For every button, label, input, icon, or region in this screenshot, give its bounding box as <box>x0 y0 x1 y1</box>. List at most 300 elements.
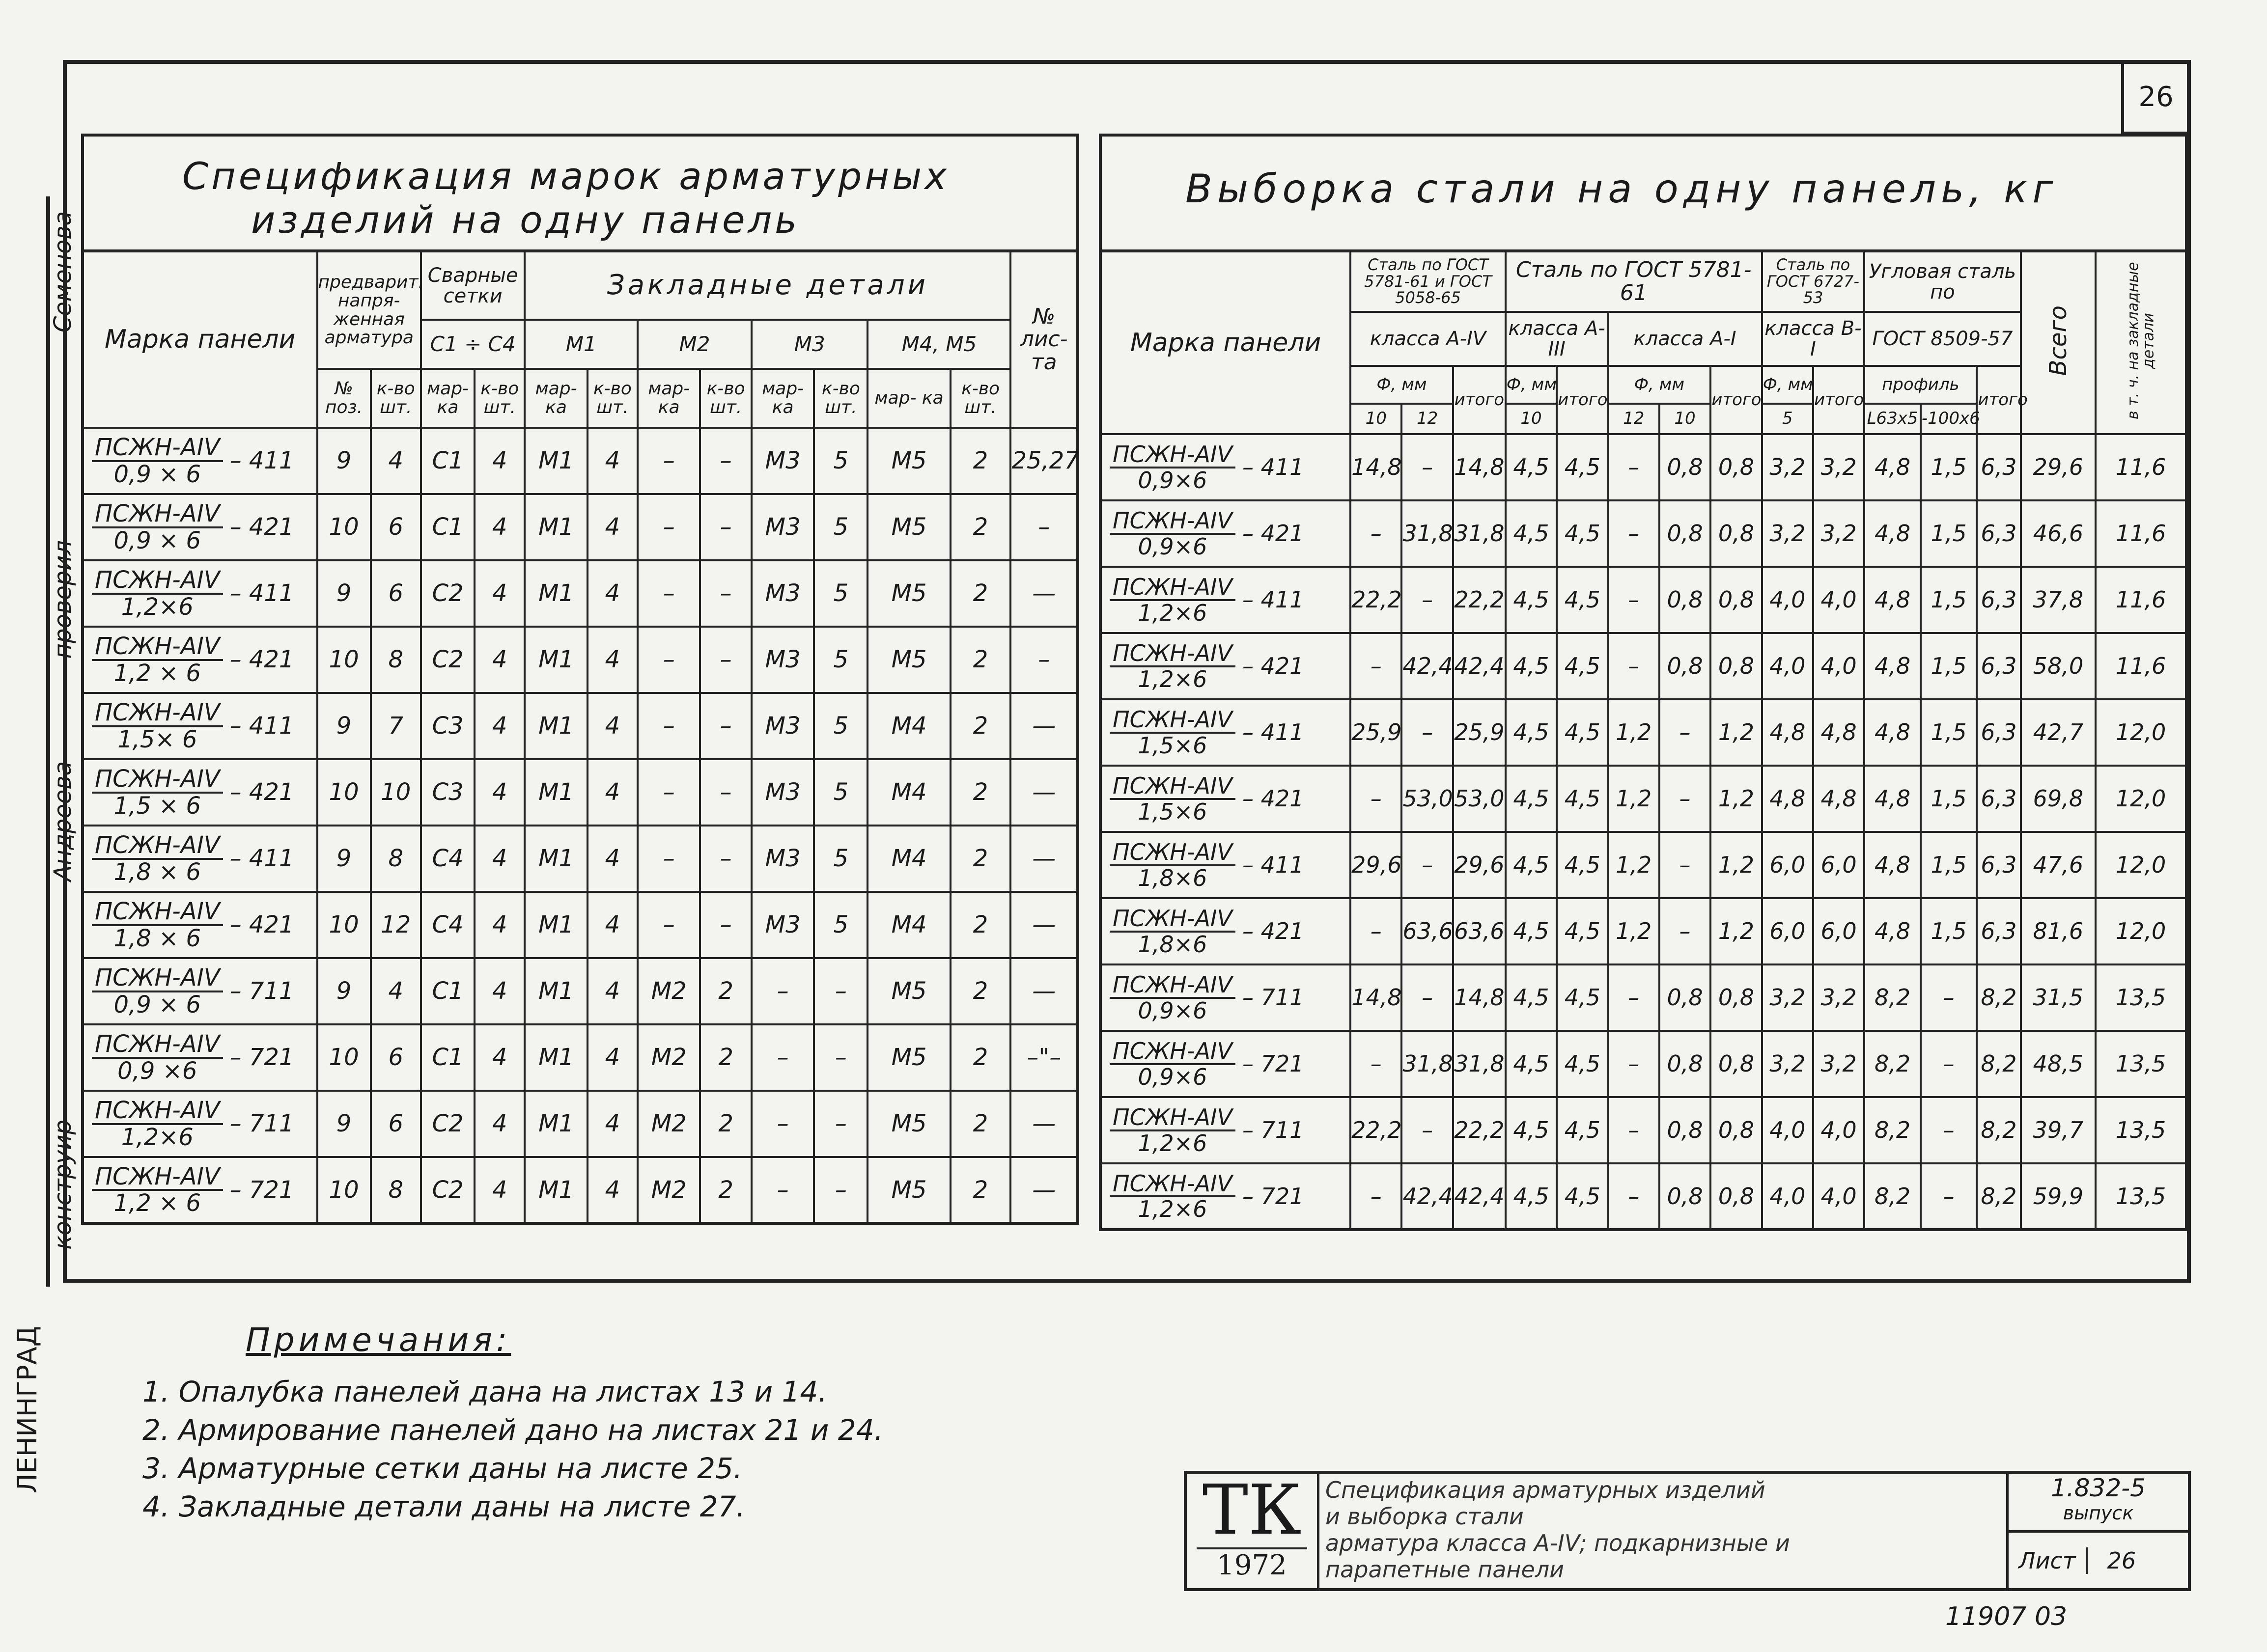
side-name-semenova: Семенова <box>49 211 77 333</box>
spec-cell-pk: 4 <box>371 428 421 494</box>
spec-col-predv: предварит. напря- женная арматура <box>317 251 421 369</box>
vyb-cell-b1t: 4,5 <box>1557 832 1608 898</box>
spec-row-marka-bottom: 0,9 × 6 <box>113 526 201 554</box>
spec-cell-m2: – <box>638 892 700 958</box>
vyb-cell-u2: 1,5 <box>1921 567 1977 633</box>
spec-row-marka-suffix: – 421 <box>229 911 294 939</box>
spec-cell-sk: 4 <box>475 693 525 759</box>
vyb-cell-u2: – <box>1921 1031 1977 1097</box>
spec-cell-pos: 10 <box>317 1157 371 1223</box>
spec-cell-m3: М3 <box>752 494 814 560</box>
vyb-cell-b10: 4,5 <box>1506 1163 1557 1230</box>
vyb-cell-w5: 4,8 <box>1762 766 1813 832</box>
vyb-cell-c12: 1,2 <box>1608 832 1659 898</box>
vyb-cell-c10: 0,8 <box>1659 434 1710 500</box>
spec-sub-kvo: к-во шт. <box>475 369 525 428</box>
spec-cell-m2k: – <box>700 826 752 892</box>
spec-table <box>81 249 1079 1225</box>
spec-cell-m45: М4 <box>868 693 950 759</box>
spec-row-marka-cell <box>83 892 317 958</box>
spec-cell-m45: М5 <box>868 494 950 560</box>
spec-row <box>83 627 1078 693</box>
vyb-cell-c1t: 1,2 <box>1710 699 1762 766</box>
vyb-cell-a12: – <box>1350 633 1401 699</box>
vyb-row-marka-top: ПСЖН-АIV <box>1110 907 1235 932</box>
vyb-cell-c10: 0,8 <box>1659 1163 1710 1230</box>
vyb-cell-b1t: 4,5 <box>1557 1031 1608 1097</box>
notes-list <box>142 1375 883 1528</box>
spec-cell-m3: – <box>752 1024 814 1091</box>
sheet-number-box <box>2121 62 2188 135</box>
spec-setki-range: С1 ÷ С4 <box>421 320 525 369</box>
vyb-row <box>1100 1163 2186 1230</box>
vyb-cell-u1: 4,8 <box>1864 434 1921 500</box>
spec-row <box>83 693 1078 759</box>
spec-row-marka-cell <box>83 560 317 627</box>
side-role-proveril: проверил <box>49 540 77 659</box>
vyb-itogo-3: итого <box>1710 366 1762 434</box>
vyb-cell-c1t: 1,2 <box>1710 832 1762 898</box>
spec-row-marka-top: ПСЖН-АIV <box>92 833 223 859</box>
vyb-cell-w5: 3,2 <box>1762 500 1813 567</box>
vyb-cell-w5: 6,0 <box>1762 832 1813 898</box>
spec-row-marka-bottom: 0,9 ×6 <box>117 1057 197 1085</box>
vyb-cell-a12: – <box>1350 898 1401 964</box>
spec-cell-sk: 4 <box>475 1091 525 1157</box>
title-stamp <box>1184 1471 2191 1591</box>
spec-cell-m1: М1 <box>525 1024 587 1091</box>
vyb-row-marka <box>1110 973 1349 1022</box>
spec-cell-m1k: 4 <box>588 560 638 627</box>
spec-cell-m3k: – <box>814 1157 868 1223</box>
vyb-cell-all: 37,8 <box>2021 567 2096 633</box>
spec-cell-s: С3 <box>421 693 475 759</box>
spec-cell-m45k: 2 <box>951 958 1011 1024</box>
vyb-itogo-4: итого <box>1813 366 1864 434</box>
vyb-cell-a10: – <box>1401 964 1453 1031</box>
spec-cell-m2k: – <box>700 560 752 627</box>
vyb-row-marka-top: ПСЖН-АIV <box>1110 641 1235 667</box>
spec-cell-m1k: 4 <box>588 428 638 494</box>
vyb-row-marka-suffix: – 411 <box>1242 586 1304 613</box>
spec-cell-m2k: – <box>700 892 752 958</box>
spec-title <box>81 134 1079 249</box>
spec-cell-m3k: 5 <box>814 627 868 693</box>
spec-row <box>83 560 1078 627</box>
vyb-row-fraction <box>1110 774 1235 824</box>
vyb-cell-a1t: 14,8 <box>1453 434 1506 500</box>
spec-row-marka-top: ПСЖН-АIV <box>92 1164 223 1191</box>
spec-cell-m1k: 4 <box>588 1157 638 1223</box>
spec-cell-m2k: 2 <box>700 1024 752 1091</box>
vyb-row-fraction <box>1110 840 1235 890</box>
vyb-cell-a10: 63,6 <box>1401 898 1453 964</box>
spec-cell-m1: М1 <box>525 1157 587 1223</box>
spec-cell-s: С2 <box>421 560 475 627</box>
vyb-cell-c12: – <box>1608 964 1659 1031</box>
spec-cell-m2: – <box>638 560 700 627</box>
vyb-row <box>1100 766 2186 832</box>
spec-cell-m3k: – <box>814 958 868 1024</box>
vyb-cell-u1: 4,8 <box>1864 766 1921 832</box>
spec-row-marka-suffix: – 411 <box>229 447 294 475</box>
spec-row-marka-bottom: 0,9 × 6 <box>113 991 201 1019</box>
spec-cell-m3: М3 <box>752 892 814 958</box>
stamp-list-cell <box>2006 1533 2188 1588</box>
spec-cell-m45k: 2 <box>951 1091 1011 1157</box>
vyb-cell-b1t: 4,5 <box>1557 766 1608 832</box>
vyb-row-marka <box>1110 1105 1349 1155</box>
vyb-row <box>1100 964 2186 1031</box>
spec-cell-sk: 4 <box>475 1157 525 1223</box>
vyb-cell-c10: 0,8 <box>1659 633 1710 699</box>
vyb-row-marka-suffix: – 711 <box>1242 1117 1304 1144</box>
vyb-cell-b10: 4,5 <box>1506 766 1557 832</box>
vyb-grp3: Сталь по ГОСТ 6727-53 <box>1762 251 1865 312</box>
spec-sub-kvo: к-во шт. <box>371 369 421 428</box>
spec-cell-pos: 10 <box>317 759 371 826</box>
vyb-cell-wt: 4,8 <box>1813 699 1864 766</box>
spec-row <box>83 759 1078 826</box>
spec-cell-m45k: 2 <box>951 494 1011 560</box>
vyb-phi-3: Ф, мм <box>1608 366 1711 404</box>
vyb-row-marka-top: ПСЖН-АIV <box>1110 1172 1235 1197</box>
vyb-cell-w5: 4,0 <box>1762 1097 1813 1163</box>
spec-row-marka-cell <box>83 428 317 494</box>
spec-cell-m45: М5 <box>868 958 950 1024</box>
vyb-cell-vt: 13,5 <box>2096 964 2186 1031</box>
stamp-desc <box>1325 1477 1998 1583</box>
stamp-year: 1972 <box>1197 1547 1307 1581</box>
vyb-row-marka-suffix: – 421 <box>1242 918 1304 945</box>
vyb-cell-c12: – <box>1608 500 1659 567</box>
vyb-row-marka-top: ПСЖН-АIV <box>1110 840 1235 866</box>
vyb-row-fraction <box>1110 973 1235 1022</box>
vyb-cell-a1t: 22,2 <box>1453 1097 1506 1163</box>
spec-row-marka-suffix: – 711 <box>229 977 294 1005</box>
sheet-number: 26 <box>2138 81 2174 113</box>
spec-cell-s: С1 <box>421 428 475 494</box>
stamp-desc-line4: парапетные панели <box>1325 1556 1565 1583</box>
vyb-phi-1: Ф, мм <box>1350 366 1453 404</box>
spec-col-marka: Марка панели <box>83 251 317 428</box>
vyb-cell-vt: 13,5 <box>2096 1031 2186 1097</box>
vyb-title <box>1099 134 2188 249</box>
vyb-row <box>1100 898 2186 964</box>
spec-cell-pos: 9 <box>317 428 371 494</box>
vyb-cell-a12: 25,9 <box>1350 699 1401 766</box>
vyb-row-marka <box>1110 708 1349 757</box>
vyb-cell-ut: 6,3 <box>1977 500 2020 567</box>
vyb-cell-u2: – <box>1921 964 1977 1031</box>
vyb-cell-b1t: 4,5 <box>1557 1097 1608 1163</box>
spec-sub-marka: мар- ка <box>752 369 814 428</box>
spec-cell-pos: 9 <box>317 693 371 759</box>
vyb-row-marka-cell <box>1100 633 1350 699</box>
vyb-cell-a1t: 31,8 <box>1453 500 1506 567</box>
spec-row-marka-bottom: 1,2×6 <box>121 593 194 621</box>
vyb-grp4: Угловая сталь по <box>1864 251 2020 312</box>
spec-cell-m1: М1 <box>525 494 587 560</box>
vyb-cell-u2: 1,5 <box>1921 500 1977 567</box>
spec-row-marka-top: ПСЖН-АIV <box>92 568 223 594</box>
vyb-cell-ut: 6,3 <box>1977 898 2020 964</box>
vyb-cell-u2: 1,5 <box>1921 434 1977 500</box>
vyb-col-marka: Марка панели <box>1100 251 1350 434</box>
vyb-row-marka-suffix: – 421 <box>1242 653 1304 680</box>
spec-m2: М2 <box>638 320 752 369</box>
note-item: 3. Арматурные сетки даны на листе 25. <box>142 1452 743 1485</box>
spec-cell-pos: 9 <box>317 958 371 1024</box>
spec-cell-m45: М5 <box>868 428 950 494</box>
vyb-cell-b1t: 4,5 <box>1557 434 1608 500</box>
vyb-cell-w5: 6,0 <box>1762 898 1813 964</box>
vyb-vtch-label: в т. ч. на закладные детали <box>2124 262 2157 420</box>
spec-cell-m2k: – <box>700 428 752 494</box>
vyb-cell-vt: 11,6 <box>2096 434 2186 500</box>
vyb-row-marka-top: ПСЖН-АIV <box>1110 509 1235 534</box>
spec-cell-m2: М2 <box>638 1157 700 1223</box>
vyb-cell-wt: 3,2 <box>1813 964 1864 1031</box>
vyb-d10c: 10 <box>1659 404 1710 434</box>
spec-cell-m45: М4 <box>868 826 950 892</box>
spec-cell-s: С2 <box>421 1157 475 1223</box>
spec-row-marka <box>92 435 316 487</box>
spec-block <box>81 134 1079 1225</box>
spec-cell-m1: М1 <box>525 428 587 494</box>
spec-cell-m3: – <box>752 1157 814 1223</box>
spec-cell-list: – <box>1010 627 1078 693</box>
spec-row-marka-bottom: 1,2 × 6 <box>113 659 201 687</box>
vyb-cell-a1t: 53,0 <box>1453 766 1506 832</box>
vyb-cell-w5: 3,2 <box>1762 964 1813 1031</box>
spec-m3: М3 <box>752 320 868 369</box>
vyb-cell-ut: 6,3 <box>1977 434 2020 500</box>
spec-row-marka-top: ПСЖН-АIV <box>92 899 223 926</box>
spec-row-fraction <box>92 899 223 951</box>
side-name-andreeva: Андреева <box>49 761 77 881</box>
vyb-cell-wt: 6,0 <box>1813 832 1864 898</box>
spec-row-marka <box>92 700 316 752</box>
spec-row-marka <box>92 501 316 553</box>
vyb-d5: 5 <box>1762 404 1813 434</box>
vyb-cell-w5: 4,0 <box>1762 567 1813 633</box>
vyb-grp2: Сталь по ГОСТ 5781-61 <box>1506 251 1762 312</box>
vyb-cell-a12: – <box>1350 1163 1401 1230</box>
spec-cell-m1: М1 <box>525 759 587 826</box>
spec-row <box>83 958 1078 1024</box>
spec-cell-pk: 12 <box>371 892 421 958</box>
spec-row-marka <box>92 1032 316 1083</box>
vyb-row-marka-top: ПСЖН-АIV <box>1110 575 1235 601</box>
stamp-logo: ТК <box>1202 1470 1302 1550</box>
vyb-cell-u1: 4,8 <box>1864 567 1921 633</box>
spec-cell-m2k: – <box>700 759 752 826</box>
vyb-cell-c1t: 0,8 <box>1710 1163 1762 1230</box>
spec-cell-pk: 8 <box>371 1157 421 1223</box>
vyb-row-marka-top: ПСЖН-АIV <box>1110 708 1235 733</box>
spec-row-marka-cell <box>83 1024 317 1091</box>
vyb-cell-a10: – <box>1401 832 1453 898</box>
vyb-cell-b1t: 4,5 <box>1557 567 1608 633</box>
vyb-cell-u2: 1,5 <box>1921 699 1977 766</box>
vyb-cell-b10: 4,5 <box>1506 633 1557 699</box>
vyb-row-marka-cell <box>1100 1031 1350 1097</box>
vyb-row-fraction <box>1110 641 1235 691</box>
spec-cell-sk: 4 <box>475 892 525 958</box>
vyb-cell-wt: 3,2 <box>1813 434 1864 500</box>
spec-row-marka-bottom: 0,9 × 6 <box>113 460 201 488</box>
vyb-row-marka <box>1110 1172 1349 1221</box>
vyb-cell-all: 46,6 <box>2021 500 2096 567</box>
spec-title-line2: изделий на одну панель <box>251 198 800 242</box>
spec-row-marka <box>92 1164 316 1216</box>
vyb-row-marka-top: ПСЖН-АIV <box>1110 1039 1235 1065</box>
vyb-cell-u2: – <box>1921 1097 1977 1163</box>
spec-cell-m3k: 5 <box>814 892 868 958</box>
vyb-cell-a1t: 31,8 <box>1453 1031 1506 1097</box>
spec-row-marka-top: ПСЖН-АIV <box>92 634 223 661</box>
spec-row-fraction <box>92 634 223 686</box>
vyb-row-marka <box>1110 442 1349 492</box>
spec-row-marka <box>92 833 316 884</box>
spec-sub-kvo: к-во шт. <box>700 369 752 428</box>
spec-cell-m1k: 4 <box>588 627 638 693</box>
spec-cell-m45k: 2 <box>951 826 1011 892</box>
spec-row-marka <box>92 965 316 1017</box>
spec-row-marka-bottom: 1,2×6 <box>121 1123 194 1151</box>
spec-cell-m1: М1 <box>525 892 587 958</box>
vyb-cell-wt: 3,2 <box>1813 500 1864 567</box>
vyb-row-fraction <box>1110 1172 1235 1221</box>
vyb-grp1: Сталь по ГОСТ 5781-61 и ГОСТ 5058-65 <box>1350 251 1506 312</box>
spec-cell-m3k: 5 <box>814 693 868 759</box>
vyb-cell-a1t: 25,9 <box>1453 699 1506 766</box>
vyb-row-marka-suffix: – 721 <box>1242 1183 1304 1210</box>
spec-row-marka-cell <box>83 627 317 693</box>
vyb-cell-b10: 4,5 <box>1506 699 1557 766</box>
vyb-cell-u1: 8,2 <box>1864 964 1921 1031</box>
vyb-cell-c1t: 0,8 <box>1710 500 1762 567</box>
stamp-issue: выпуск <box>2063 1502 2134 1524</box>
spec-cell-m3k: 5 <box>814 759 868 826</box>
spec-cell-m3: М3 <box>752 826 814 892</box>
spec-cell-pk: 6 <box>371 494 421 560</box>
vyb-cell-all: 69,8 <box>2021 766 2096 832</box>
spec-col-list: № лис- та <box>1010 251 1078 428</box>
vyb-row-marka-bottom: 1,8×6 <box>1138 864 1207 891</box>
spec-cell-m45k: 2 <box>951 560 1011 627</box>
vyb-row-marka-cell <box>1100 500 1350 567</box>
vyb-cell-c12: – <box>1608 1031 1659 1097</box>
spec-cell-pk: 8 <box>371 826 421 892</box>
vyb-row-fraction <box>1110 907 1235 956</box>
vyb-cell-w5: 3,2 <box>1762 1031 1813 1097</box>
vyb-cell-all: 29,6 <box>2021 434 2096 500</box>
spec-cell-pk: 6 <box>371 560 421 627</box>
vyb-itogo-5: итого <box>1977 366 2020 434</box>
spec-cell-list: — <box>1010 693 1078 759</box>
spec-cell-pos: 10 <box>317 494 371 560</box>
vyb-cell-a10: – <box>1401 567 1453 633</box>
vyb-cell-ut: 6,3 <box>1977 766 2020 832</box>
spec-row-marka-top: ПСЖН-АIV <box>92 1098 223 1125</box>
vyb-row <box>1100 434 2186 500</box>
spec-row-fraction <box>92 1098 223 1150</box>
spec-row <box>83 494 1078 560</box>
spec-row-marka-suffix: – 421 <box>229 778 294 806</box>
vyb-row-marka <box>1110 641 1349 691</box>
vyb-row-fraction <box>1110 708 1235 757</box>
vyb-cell-u1: 4,8 <box>1864 832 1921 898</box>
vyb-row-marka-cell <box>1100 898 1350 964</box>
spec-cell-list: — <box>1010 1157 1078 1223</box>
vyb-row-marka-bottom: 1,5×6 <box>1138 732 1207 759</box>
vyb-cell-ut: 8,2 <box>1977 1097 2020 1163</box>
vyb-title-text: Выборка стали на одну панель, кг <box>1185 166 2058 212</box>
stamp-desc-line2: и выборка стали <box>1325 1503 1524 1530</box>
vyb-cell-ut: 8,2 <box>1977 1031 2020 1097</box>
spec-m45: М4, М5 <box>868 320 1010 369</box>
vyb-col-vsego <box>2021 251 2096 434</box>
spec-cell-s: С2 <box>421 1091 475 1157</box>
vyb-row-marka-cell <box>1100 964 1350 1031</box>
spec-cell-m45k: 2 <box>951 1157 1011 1223</box>
spec-cell-list: – <box>1010 494 1078 560</box>
spec-cell-pos: 9 <box>317 826 371 892</box>
spec-sub-kvo: к-во шт. <box>588 369 638 428</box>
stamp-desc-line1: Спецификация арматурных изделий <box>1325 1477 1765 1503</box>
vyb-row-marka-bottom: 1,2×6 <box>1138 1129 1207 1156</box>
spec-cell-m2k: – <box>700 693 752 759</box>
vyb-cell-vt: 11,6 <box>2096 633 2186 699</box>
vyb-cell-b1t: 4,5 <box>1557 699 1608 766</box>
vyb-cell-vt: 12,0 <box>2096 699 2186 766</box>
vyb-cell-a1t: 63,6 <box>1453 898 1506 964</box>
vyb-cell-a12: – <box>1350 500 1401 567</box>
vyb-block <box>1099 134 2188 1231</box>
vyb-row <box>1100 699 2186 766</box>
spec-cell-m3: М3 <box>752 693 814 759</box>
spec-m1: М1 <box>525 320 638 369</box>
spec-row <box>83 826 1078 892</box>
vyb-cell-all: 81,6 <box>2021 898 2096 964</box>
vyb-cell-c1t: 0,8 <box>1710 964 1762 1031</box>
spec-cell-pk: 7 <box>371 693 421 759</box>
spec-cell-m1k: 4 <box>588 1091 638 1157</box>
spec-cell-m2: М2 <box>638 1024 700 1091</box>
note-item: 2. Армирование панелей дано на листах 21 и 24. <box>142 1413 884 1447</box>
vyb-row-marka-suffix: – 721 <box>1242 1050 1304 1077</box>
spec-row-marka-suffix: – 721 <box>229 1044 294 1072</box>
vyb-cell-c12: 1,2 <box>1608 766 1659 832</box>
vyb-cell-u1: 4,8 <box>1864 898 1921 964</box>
spec-cell-pos: 9 <box>317 1091 371 1157</box>
spec-row-marka <box>92 767 316 818</box>
spec-row-marka-suffix: – 411 <box>229 845 294 873</box>
vyb-cell-wt: 4,0 <box>1813 633 1864 699</box>
spec-row-marka-cell <box>83 826 317 892</box>
vyb-row-fraction <box>1110 575 1235 625</box>
spec-cell-m1: М1 <box>525 826 587 892</box>
spec-row-fraction <box>92 1164 223 1216</box>
vyb-cell-a12: 14,8 <box>1350 964 1401 1031</box>
vyb-cell-w5: 4,8 <box>1762 699 1813 766</box>
spec-sub-marka: мар- ка <box>868 369 950 428</box>
spec-cell-m45k: 2 <box>951 693 1011 759</box>
spec-row-marka-top: ПСЖН-АIV <box>92 435 223 462</box>
vyb-cell-c12: – <box>1608 567 1659 633</box>
